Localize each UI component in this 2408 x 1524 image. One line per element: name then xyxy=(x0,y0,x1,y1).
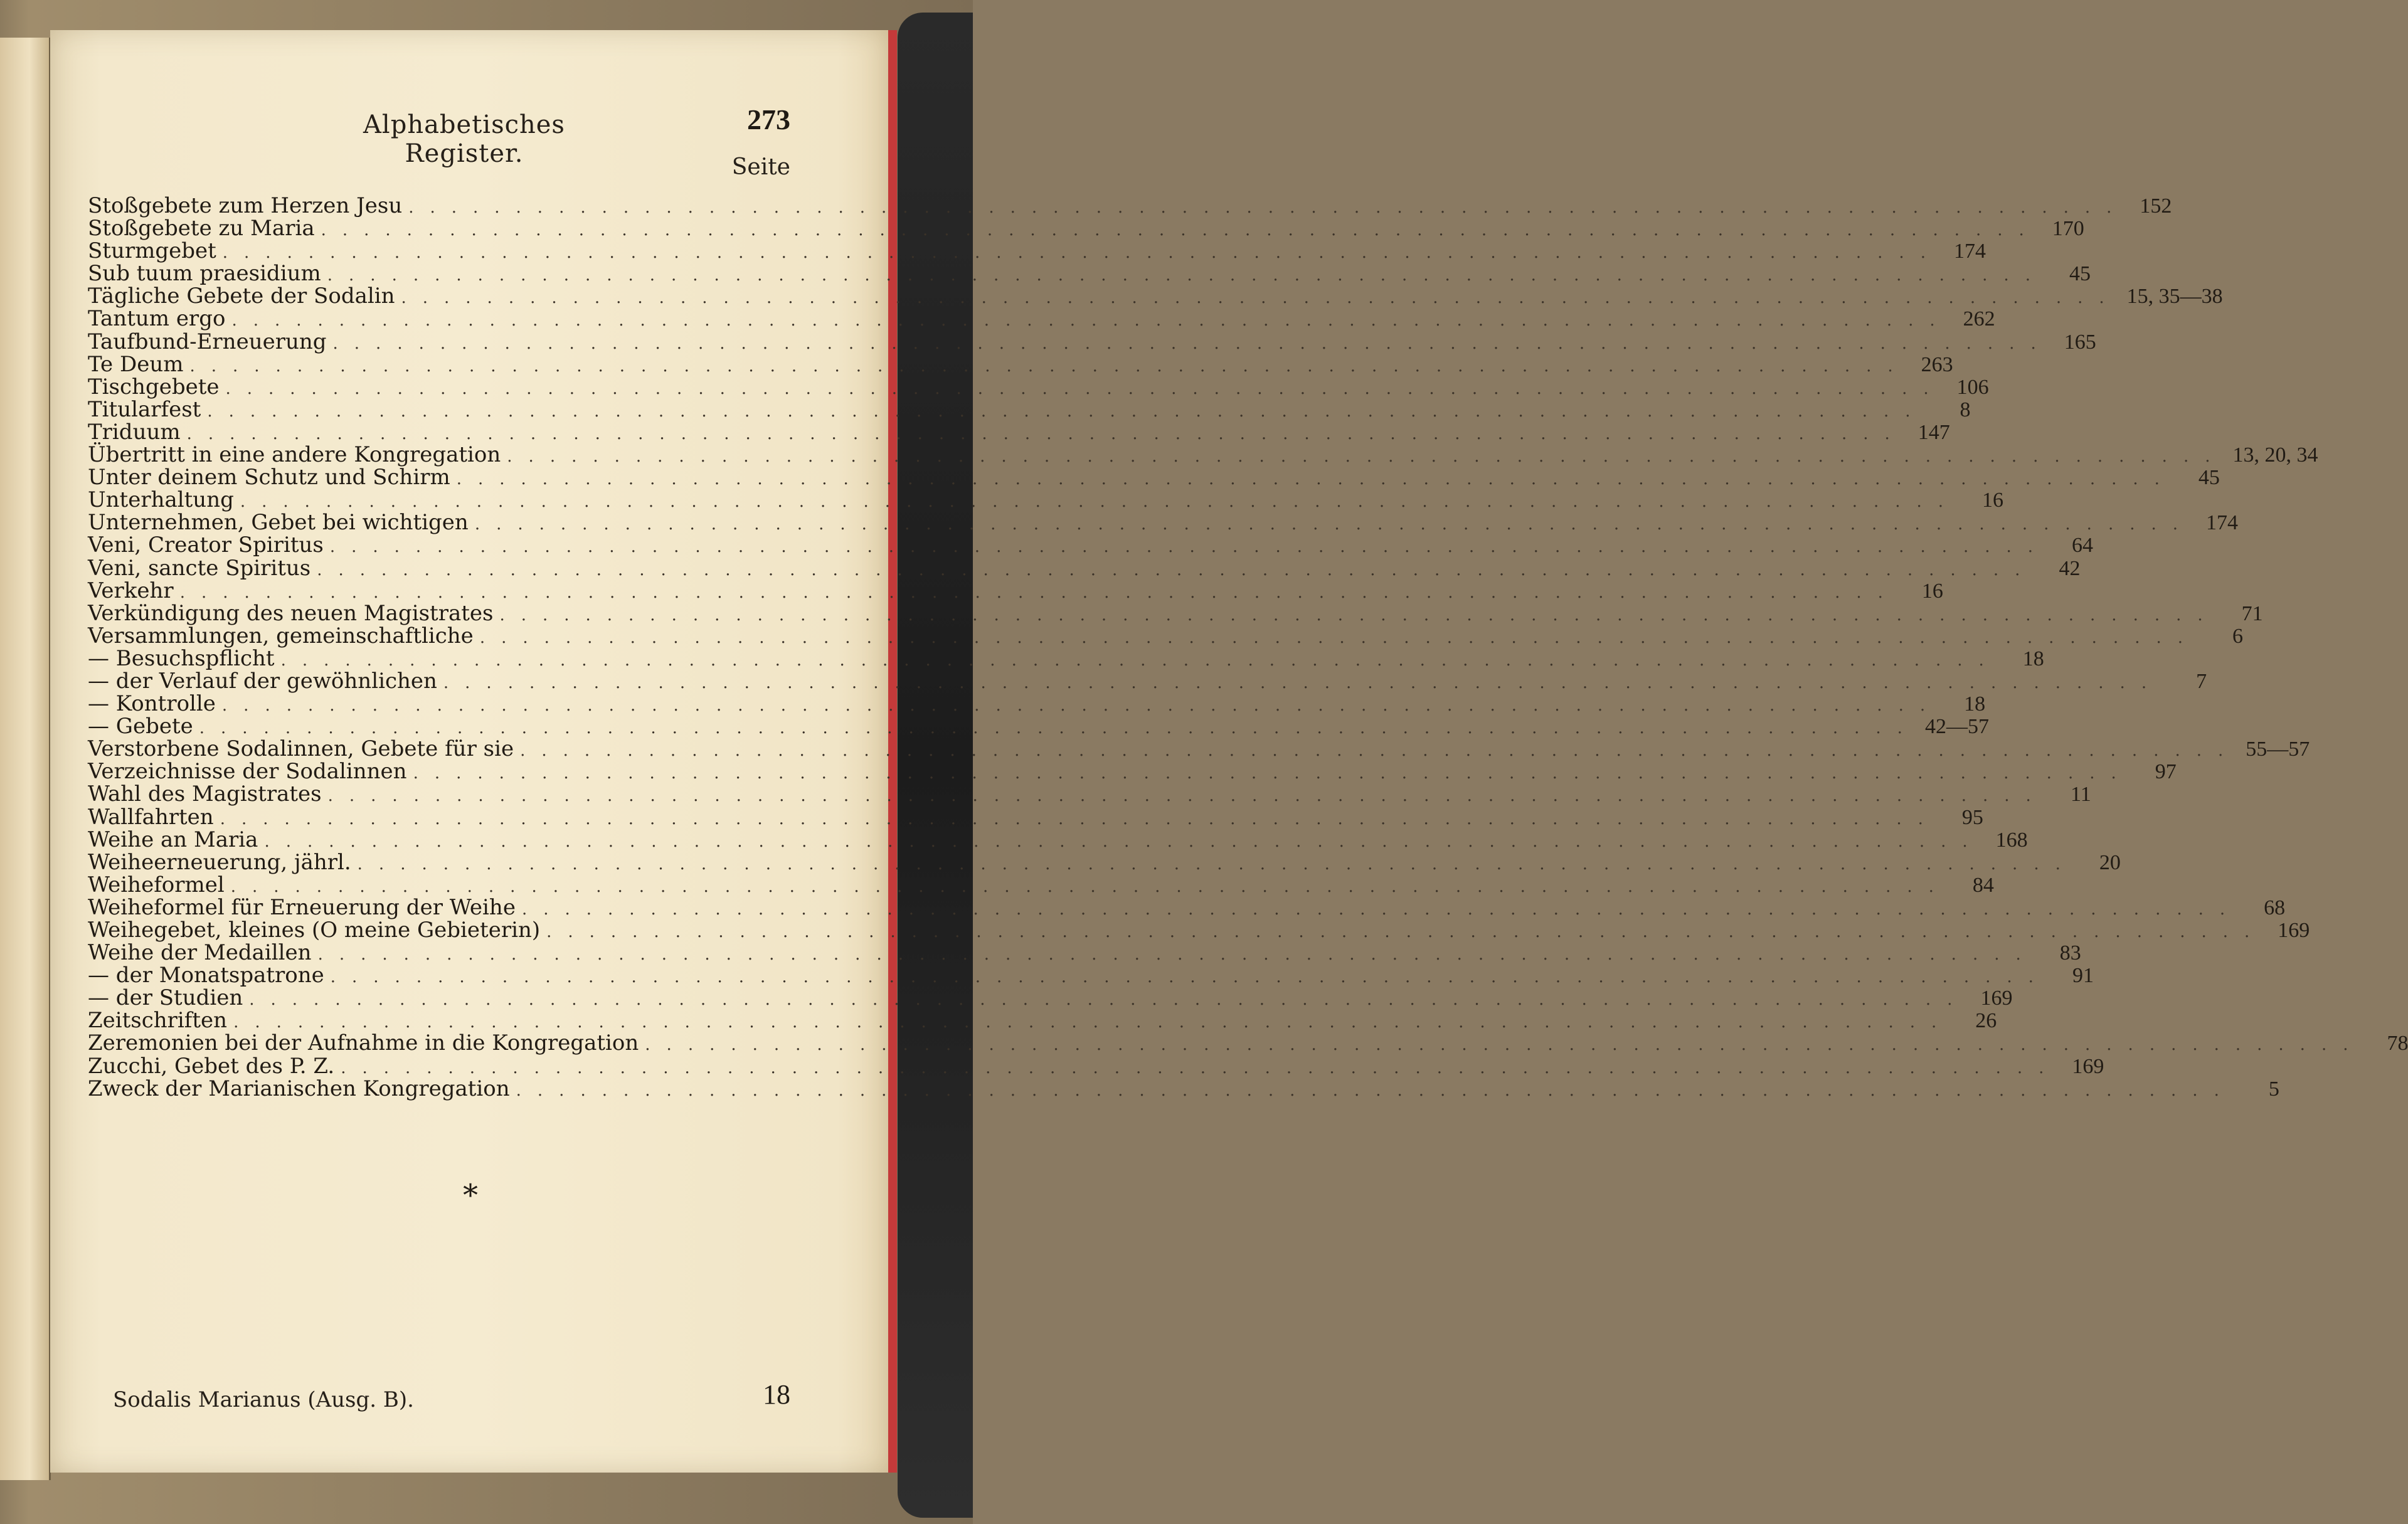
entry-label: Zweck der Marianischen Kongregation xyxy=(88,1076,510,1101)
dot-leader: ................................................................................ xyxy=(341,1058,2061,1077)
entry-pages: 42 xyxy=(2059,556,2081,580)
entry-pages: 106 xyxy=(1956,375,1989,399)
register-entry xyxy=(88,759,2177,785)
dot-leader: ................................................................................ xyxy=(499,605,2219,625)
entry-pages: 147 xyxy=(1917,420,1950,444)
register-entry xyxy=(88,1076,2279,1101)
register-entry xyxy=(88,329,2096,354)
entry-pages: 78 xyxy=(2387,1032,2408,1056)
entry-pages: 71 xyxy=(2241,601,2263,625)
entry-pages: 262 xyxy=(1963,307,1995,331)
entry-pages: 174 xyxy=(2206,511,2238,535)
entry-pages: 84 xyxy=(1972,873,1994,897)
dot-leader: ................................................................................ xyxy=(179,583,1899,602)
entry-label: Stoßgebete zu Maria xyxy=(88,216,315,241)
dot-leader: ................................................................................ xyxy=(207,401,1927,421)
register-entry-list xyxy=(88,193,2408,1101)
entry-label: Zeitschriften xyxy=(88,1008,228,1034)
running-head-title: Alphabetisches Register. xyxy=(363,110,565,168)
entry-label: Tantum ergo xyxy=(88,306,226,332)
register-entry xyxy=(88,238,1986,264)
dot-leader: ................................................................................ xyxy=(317,560,2037,579)
entry-label: Unter deinem Schutz und Schirm xyxy=(88,465,450,490)
dot-leader: ................................................................................ xyxy=(220,809,1939,828)
dot-leader: ................................................................................ xyxy=(357,854,2077,874)
register-entry xyxy=(88,894,2286,920)
dot-leader: ................................................................................ xyxy=(199,719,1919,738)
entry-label: — Kontrolle xyxy=(88,691,216,717)
entry-label: Wahl des Magistrates xyxy=(88,781,322,807)
page-number: 273 xyxy=(747,103,790,135)
dot-leader: ................................................................................ xyxy=(456,470,2176,489)
register-entry xyxy=(88,668,2207,694)
entry-pages: 42—57 xyxy=(1924,715,1989,739)
entry-label: Sturmgebet xyxy=(88,238,216,264)
entry-label: Übertritt in eine andere Kongregation xyxy=(88,442,501,468)
entry-label: Versammlungen, gemeinschaftliche xyxy=(88,623,474,648)
register-entry xyxy=(88,781,2091,807)
entry-pages: 97 xyxy=(2155,760,2177,784)
entry-label: Weiheformel xyxy=(88,872,225,897)
dot-leader: ................................................................................ xyxy=(189,356,1909,376)
dot-leader: ................................................................................ xyxy=(546,923,2266,941)
register-entry xyxy=(88,918,2310,943)
dot-leader: ................................................................................ xyxy=(520,741,2240,761)
entry-pages: 6 xyxy=(2232,624,2243,648)
dot-leader: ................................................................................ xyxy=(317,945,2037,965)
entry-label: Weiheerneuerung, jährl. xyxy=(88,849,351,875)
dot-leader: ................................................................................ xyxy=(413,764,2133,783)
entry-pages: 68 xyxy=(2264,896,2286,919)
register-entry xyxy=(88,465,2220,490)
register-entry xyxy=(88,691,1986,717)
entry-pages: 263 xyxy=(1921,352,1953,376)
entry-pages: 45 xyxy=(2198,466,2220,490)
dot-leader: ................................................................................ xyxy=(516,1081,2236,1100)
register-entry xyxy=(88,555,2081,581)
dot-leader: ................................................................................ xyxy=(231,311,1951,331)
entry-label: Veni, sancte Spiritus xyxy=(88,555,311,581)
register-entry xyxy=(88,261,2091,287)
dot-leader: ................................................................................ xyxy=(521,899,2242,919)
dot-leader: ................................................................................ xyxy=(645,1035,2365,1055)
entry-label: Unterhaltung xyxy=(88,487,234,513)
register-entry xyxy=(88,849,2121,875)
dot-leader: ................................................................................ xyxy=(479,628,2199,647)
dot-leader: ................................................................................ xyxy=(332,334,2052,353)
register-entry xyxy=(88,623,2243,648)
entry-pages: 18 xyxy=(1964,692,1986,716)
register-entry xyxy=(88,306,1995,332)
entry-pages: 45 xyxy=(2069,262,2091,286)
register-entry xyxy=(88,1008,1997,1034)
entry-pages: 55—57 xyxy=(2246,738,2310,761)
register-entry xyxy=(88,985,2013,1011)
dot-leader: ................................................................................ xyxy=(225,379,1945,398)
entry-label: — Besuchspflicht xyxy=(88,645,275,671)
dot-leader: ................................................................................ xyxy=(327,266,2047,285)
entry-pages: 169 xyxy=(2072,1054,2104,1078)
previous-page-edge xyxy=(0,38,51,1480)
dot-leader: ................................................................................ xyxy=(329,537,2050,557)
register-entry xyxy=(88,804,1983,830)
book-title-footer: Sodalis Marianus (Ausg. B). xyxy=(113,1387,414,1412)
register-entry xyxy=(88,351,1953,377)
register-entry xyxy=(88,736,2310,762)
entry-label: Wallfahrten xyxy=(88,804,214,830)
entry-pages: 16 xyxy=(1982,489,2004,512)
entry-pages: 20 xyxy=(2099,850,2121,874)
entry-label: Verkündigung des neuen Magistrates xyxy=(88,600,494,626)
register-page xyxy=(50,30,2408,1473)
dot-leader: ................................................................................ xyxy=(474,515,2194,534)
register-entry xyxy=(88,510,2238,536)
entry-label: — der Monatspatrone xyxy=(88,963,324,988)
entry-label: Stoßgebete zum Herzen Jesu xyxy=(88,193,403,218)
entry-pages: 64 xyxy=(2072,534,2094,558)
register-entry xyxy=(88,872,1994,897)
entry-label: Verstorbene Sodalinnen, Gebete für sie xyxy=(88,736,514,762)
entry-label: Verkehr xyxy=(88,578,174,603)
entry-pages: 169 xyxy=(2278,919,2310,942)
dot-leader: ................................................................................ xyxy=(240,492,1960,512)
register-entry xyxy=(88,487,2004,513)
entry-label: Weihe der Medaillen xyxy=(88,940,312,966)
register-entry xyxy=(88,216,2084,241)
register-entry xyxy=(88,193,2172,218)
entry-pages: 11 xyxy=(2071,783,2091,807)
register-entry xyxy=(88,442,2318,468)
entry-label: Veni, Creator Spiritus xyxy=(88,532,324,558)
entry-pages: 169 xyxy=(1980,987,2013,1010)
register-entry xyxy=(88,600,2263,626)
entry-pages: 13, 20, 34 xyxy=(2232,443,2318,467)
entry-pages: 83 xyxy=(2059,941,2081,965)
entry-label: — Gebete xyxy=(88,714,193,739)
register-entry xyxy=(88,532,2094,558)
entry-pages: 15, 35—38 xyxy=(2126,285,2223,309)
dot-leader: ................................................................................ xyxy=(264,832,1984,851)
entry-pages: 165 xyxy=(2064,330,2096,354)
dot-leader: ................................................................................ xyxy=(233,1013,1953,1032)
page-column-label: Seite xyxy=(731,154,790,180)
signature-mark: 18 xyxy=(763,1379,790,1410)
entry-pages: 152 xyxy=(2140,194,2172,218)
entry-label: Weiheformel für Erneuerung der Weihe xyxy=(88,894,516,920)
entry-pages: 174 xyxy=(1953,240,1986,263)
entry-label: Tischgebete xyxy=(88,374,220,400)
entry-label: Te Deum xyxy=(88,351,184,377)
dot-leader: ................................................................................ xyxy=(249,990,1969,1010)
entry-label: Triduum xyxy=(88,419,181,445)
entry-pages: 26 xyxy=(1975,1009,1997,1033)
entry-pages: 16 xyxy=(1921,579,1943,603)
register-entry xyxy=(88,283,2223,309)
dot-leader: ................................................................................ xyxy=(443,673,2163,692)
register-entry xyxy=(88,645,2044,671)
entry-label: — der Studien xyxy=(88,985,243,1011)
entry-pages: 8 xyxy=(1960,398,1971,421)
register-entry xyxy=(88,578,1943,603)
entry-pages: 95 xyxy=(1961,805,1983,829)
register-entry xyxy=(88,963,2094,988)
register-entry xyxy=(88,396,1971,422)
entry-pages: 91 xyxy=(2072,964,2094,988)
entry-pages: 5 xyxy=(2268,1077,2279,1101)
entry-label: Sub tuum praesidium xyxy=(88,261,321,287)
entry-label: Unternehmen, Gebet bei wichtigen xyxy=(88,510,469,536)
entry-pages: 168 xyxy=(1995,828,2028,852)
entry-label: Zucchi, Gebet des P. Z. xyxy=(88,1053,335,1079)
dot-leader: ................................................................................ xyxy=(408,198,2128,217)
entry-label: Weihe an Maria xyxy=(88,827,258,852)
entry-label: Tägliche Gebete der Sodalin xyxy=(88,283,395,309)
dot-leader: ................................................................................ xyxy=(401,288,2121,308)
register-entry xyxy=(88,827,2028,852)
dot-leader: ................................................................................ xyxy=(280,650,2000,670)
section-separator: * xyxy=(463,1178,478,1213)
entry-pages: 18 xyxy=(2022,647,2044,670)
dot-leader: ................................................................................ xyxy=(222,243,1942,263)
entry-pages: 170 xyxy=(2052,217,2084,241)
dot-leader: ................................................................................ xyxy=(507,447,2227,467)
register-entry xyxy=(88,714,1989,739)
dot-leader: ................................................................................ xyxy=(230,877,1950,896)
entry-label: Taufbund-Erneuerung xyxy=(88,329,327,354)
register-entry xyxy=(88,419,1950,445)
entry-label: — der Verlauf der gewöhnlichen xyxy=(88,668,437,694)
dot-leader: ................................................................................ xyxy=(186,424,1906,443)
dot-leader: ................................................................................ xyxy=(330,968,2050,987)
dot-leader: ................................................................................ xyxy=(321,221,2040,240)
dot-leader: ................................................................................ xyxy=(327,786,2047,806)
entry-pages: 7 xyxy=(2196,669,2207,693)
entry-label: Verzeichnisse der Sodalinnen xyxy=(88,759,407,785)
entry-label: Zeremonien bei der Aufnahme in die Kongregation xyxy=(88,1030,639,1056)
dot-leader: ................................................................................ xyxy=(221,696,1942,716)
entry-label: Titularfest xyxy=(88,396,201,422)
register-entry xyxy=(88,374,1989,400)
register-entry xyxy=(88,1030,2408,1056)
register-entry xyxy=(88,940,2081,966)
entry-label: Weihegebet, kleines (O meine Gebieterin) xyxy=(88,918,541,943)
register-entry xyxy=(88,1053,2104,1079)
